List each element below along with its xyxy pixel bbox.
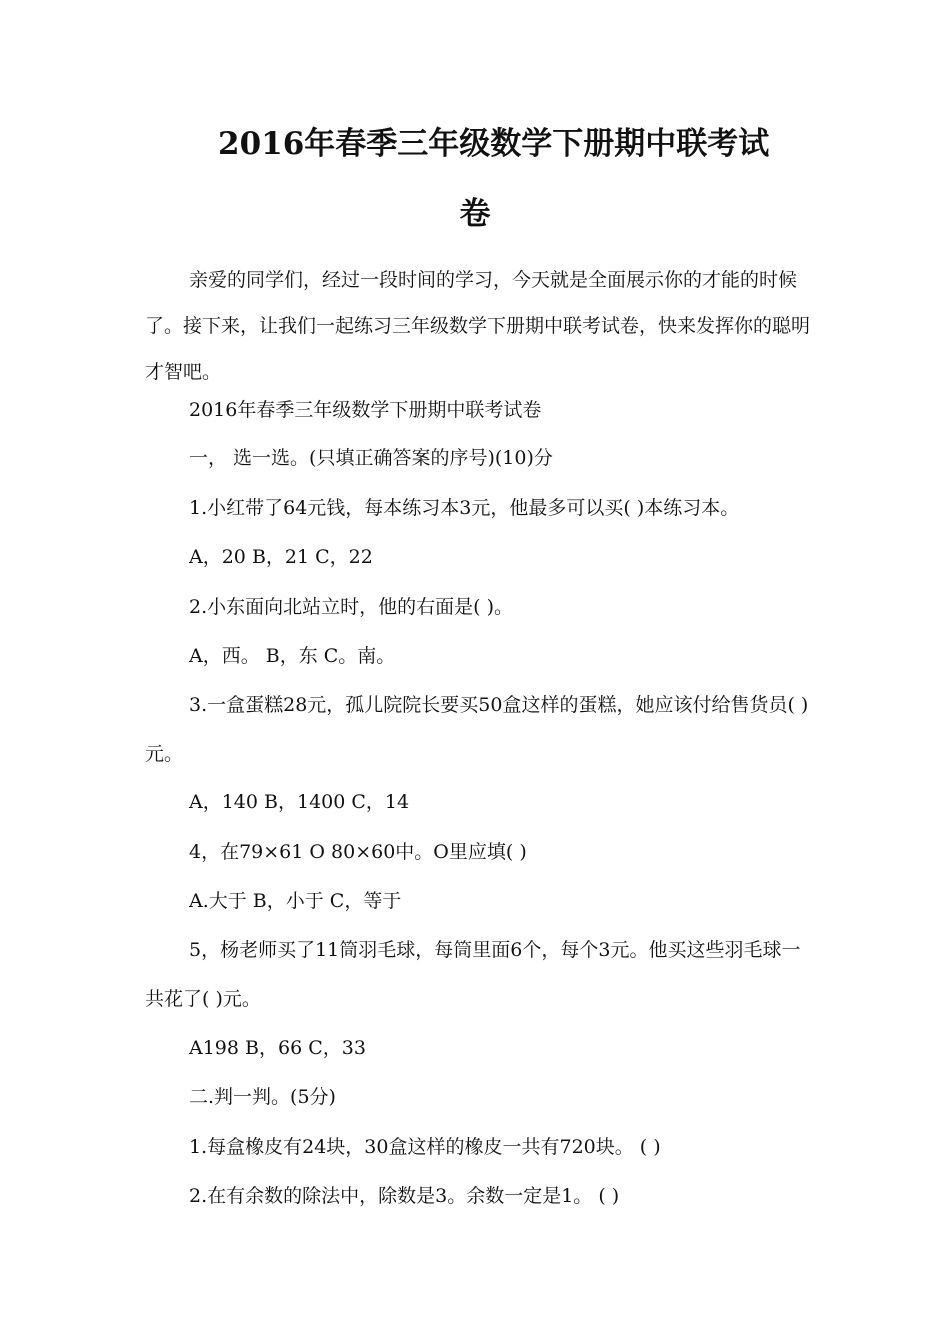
question-2-options: A，西。 B，东 C。南。 (189, 645, 396, 667)
question-5: 5，杨老师买了11筒羽毛球，每筒里面6个，每个3元。他买这些羽毛球一共花了( )元。 (145, 939, 801, 1010)
document-title-line-2: 卷 (459, 196, 491, 232)
intro-paragraph: 亲爱的同学们，经过一段时间的学习，今天就是全面展示你的才能的时候了。接下来，让我们一起练习三年级数学下册期中联考试卷，快来发挥你的聪明才智吧。 (145, 269, 811, 383)
question-3: 3.一盒蛋糕28元，孤儿院院长要买50盒这样的蛋糕，她应该付给售货员( )元。 (145, 694, 809, 765)
question-2: 2.小东面向北站立时，他的右面是( )。 (189, 596, 513, 618)
question-1-options: A，20 B，21 C，22 (189, 546, 373, 568)
subtitle: 2016年春季三年级数学下册期中联考试卷 (189, 399, 542, 421)
section-2-heading: 二.判一判。(5分) (189, 1086, 336, 1108)
document-title-line-1: 2016年春季三年级数学下册期中联考试 (218, 126, 770, 162)
question-4-options: A.大于 B，小于 C，等于 (189, 890, 402, 912)
question-1: 1.小红带了64元钱，每本练习本3元，他最多可以买( )本练习本。 (189, 497, 740, 519)
question-5-options: A198 B，66 C，33 (189, 1037, 366, 1059)
judge-question-2: 2.在有余数的除法中，除数是3。余数一定是1。 ( ) (189, 1185, 620, 1207)
question-4: 4，在79×61 O 80×60中。O里应填( ) (189, 841, 527, 863)
question-3-options: A，140 B，1400 C，14 (189, 791, 410, 813)
judge-question-1: 1.每盒橡皮有24块，30盒这样的橡皮一共有720块。 ( ) (189, 1136, 661, 1158)
section-1-heading: 一， 选一选。(只填正确答案的序号)(10)分 (189, 447, 553, 469)
